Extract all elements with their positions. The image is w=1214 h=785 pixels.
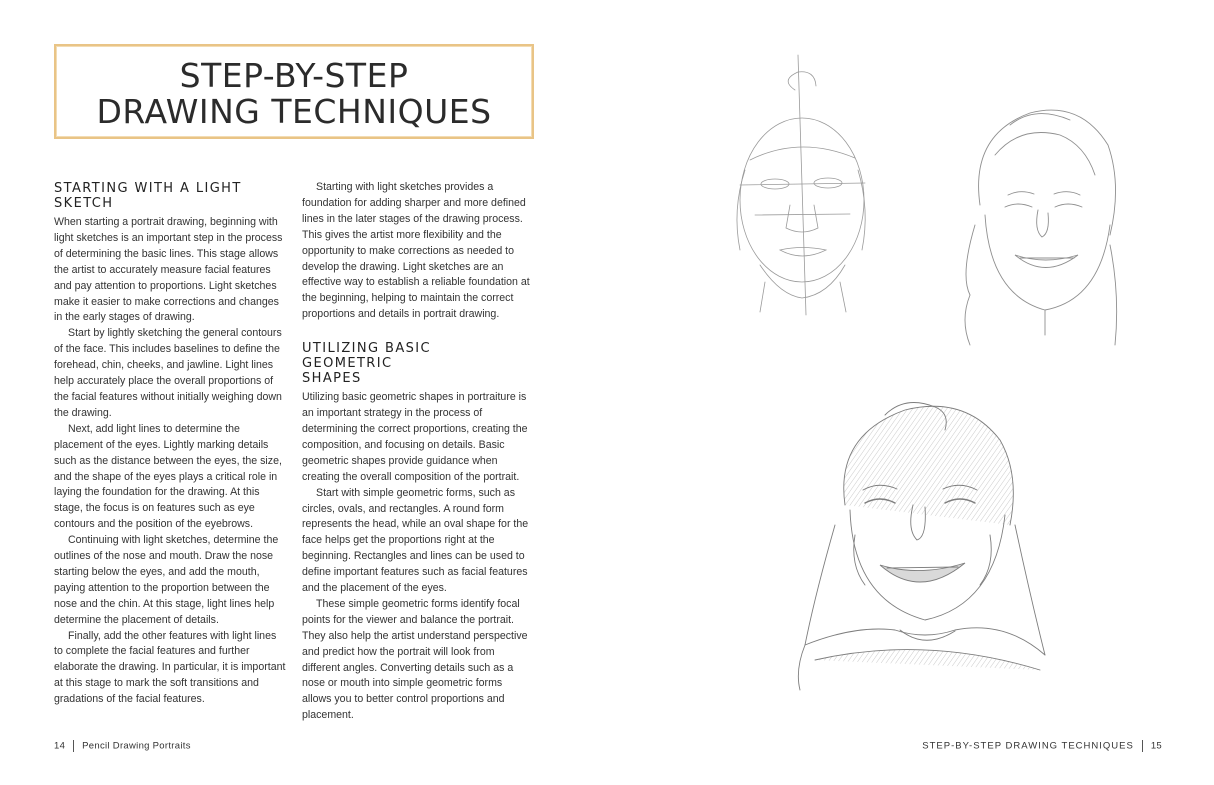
footer-right (922, 740, 1162, 752)
paragraph: Utilizing basic geometric shapes in portraiture is an important strategy in the process of determining the correct proportions, creating the composition, and focusing on details. Basic geometric shapes provide guidance when creating the overall composition of the portrait. (302, 391, 528, 483)
paragraph: Start by lightly sketching the general contours of the face. This includes baselines to define the forehead, chin, cheeks, and jawline. Light lines help accurately place the overall proportions of the facial features without initially weighing down the drawing. (54, 327, 282, 419)
paragraph: Starting with light sketches provides a foundation for adding sharper and more defined lines in the later stages of the drawing process. This gives the artist more flexibility and the opportunity to make corrections as needed to develop the drawing. Light sketches are an effective way to establish a reliable foundation at the beginning, helping to maintain the correct proportions and details in portrait drawing. (302, 181, 530, 321)
sketch-stage-2-icon (950, 95, 1130, 355)
book-title: Pencil Drawing Portraits (82, 740, 191, 752)
section-heading-light-sketch: STARTING WITH A LIGHT SKETCH (54, 181, 242, 211)
paragraph: Next, add light lines to determine the placement of the eyes. Lightly marking details such as the distance between the eyes, the size, and the shape of the eyes plays a critical role in laying the foundation for the drawing. At this stage, the focus is on features such as eye contours and the position of the eyebrows. (54, 422, 282, 531)
footer-divider (73, 740, 74, 752)
page-number-left: 14 (54, 740, 66, 752)
page-number-right: 15 (1150, 740, 1162, 752)
paragraph: Start with simple geometric forms, such as circles, ovals, and rectangles. A round form represents the head, while an oval shape for the face helps get the proportions right at the beginning. Rectangles and lines can be used to define important features such as facial features and the placement of the eyes. (302, 486, 529, 595)
paragraph: When starting a portrait drawing, beginning with light sketches is an important step in the process of determining the basic lines. This stage allows the artist to accurately measure facial features and pay attention to proportions. Light sketches make it easier to make corrections and changes in the early stages of drawing. (54, 216, 283, 324)
footer-left (54, 740, 191, 752)
paragraph: Finally, add the other features with light lines to complete the facial features and further elaborate the drawing. In particular, it is important at this stage to mark the soft transitions and gradations of the facial features. (54, 629, 286, 706)
footer-divider (1142, 740, 1143, 752)
section-heading-geometric-shapes: UTILIZING BASIC GEOMETRIC SHAPES (302, 341, 432, 387)
section-running-head: STEP-BY-STEP DRAWING TECHNIQUES (922, 740, 1134, 752)
title-box (54, 44, 534, 139)
paragraph: These simple geometric forms identify focal points for the viewer and balance the portrait. They also help the artist understand perspective and predict how the portrait will look from different angles. Converting details such as a nose or mouth into simple geometric forms allows you to better control proportions and placement. (302, 597, 528, 722)
page-title-line-2: DRAWING TECHNIQUES (96, 92, 492, 131)
left-column (54, 181, 286, 708)
right-column (302, 180, 534, 724)
page-title-line-1: STEP-BY-STEP (179, 56, 409, 95)
sketch-stage-3-icon (795, 395, 1055, 695)
sketch-stage-1-icon (720, 50, 880, 320)
paragraph: Continuing with light sketches, determine the outlines of the nose and mouth. Draw the nose starting below the eyes, and add the mouth, paying attention to the proportion between the nose and the chin. At this stage, light lines help determine the placement of details. (54, 534, 279, 626)
